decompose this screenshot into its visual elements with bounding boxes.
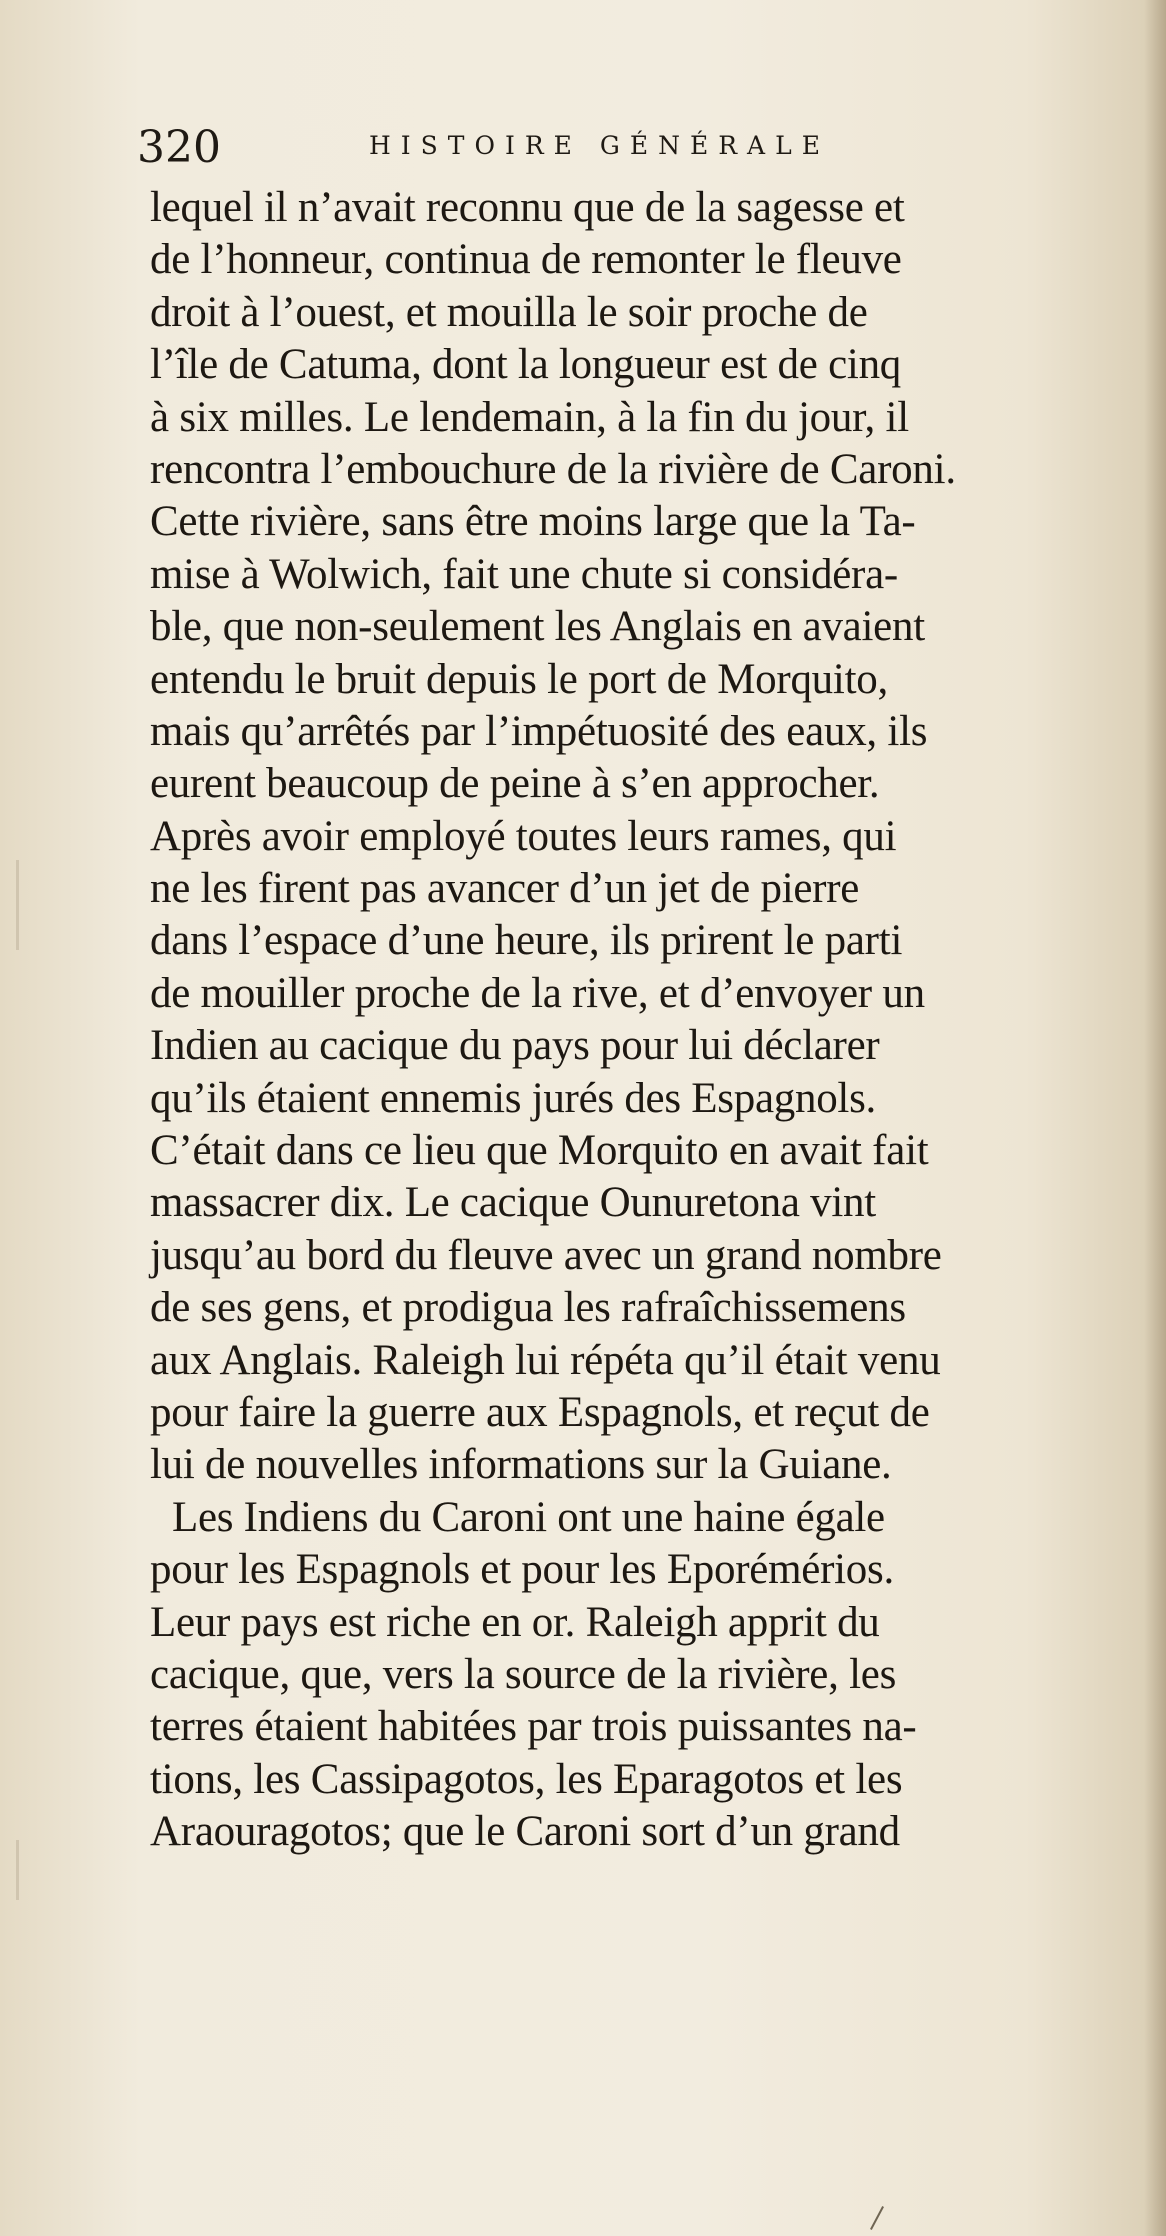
text-line: Cette rivière, sans être moins large que la Ta- xyxy=(150,498,916,546)
margin-mark xyxy=(16,860,19,950)
text-line: rencontra l’embouchure de la rivière de Caroni. xyxy=(150,445,956,493)
text-line: de l’honneur, continua de remonter le fleuve xyxy=(150,236,902,284)
text-line: l’île de Catuma, dont la longueur est de cinq xyxy=(150,341,902,389)
text-line: entendu le bruit depuis le port de Morquito, xyxy=(150,655,888,703)
text-line: de ses gens, et prodigua les rafraîchissemens xyxy=(150,1284,906,1332)
body-text xyxy=(150,182,1130,1859)
page-number: 320 xyxy=(137,122,221,173)
stray-ink-mark xyxy=(870,2206,884,2230)
text-line: Araouragotos; que le Caroni sort d’un grand xyxy=(150,1808,900,1856)
text-line: dans l’espace d’une heure, ils prirent le parti xyxy=(150,917,903,965)
text-line: pour les Espagnols et pour les Eporémérios. xyxy=(150,1546,894,1594)
text-line: cacique, que, vers la source de la rivière, les xyxy=(150,1650,897,1698)
text-line: de mouiller proche de la rive, et d’envoyer un xyxy=(150,969,925,1017)
text-line: Indien au cacique du pays pour lui déclarer xyxy=(150,1022,880,1070)
text-line: Leur pays est riche en or. Raleigh apprit du xyxy=(150,1598,880,1646)
text-line: mise à Wolwich, fait une chute si considéra- xyxy=(150,550,898,598)
text-line: C’était dans ce lieu que Morquito en avait fait xyxy=(150,1127,929,1175)
text-line: à six milles. Le lendemain, à la fin du jour, il xyxy=(150,393,909,441)
text-line: jusqu’au bord du fleuve avec un grand nombre xyxy=(150,1231,942,1279)
text-line: ble, que non-seulement les Anglais en avaient xyxy=(150,603,925,651)
page-edge-shadow xyxy=(1144,0,1166,2236)
text-line: lequel il n’avait reconnu que de la sagesse et xyxy=(150,184,905,231)
text-line: ne les firent pas avancer d’un jet de pierre xyxy=(150,865,860,913)
text-line: eurent beaucoup de peine à s’en approcher. xyxy=(150,760,880,808)
running-title: HISTOIRE GÉNÉRALE xyxy=(369,131,830,160)
running-head xyxy=(137,118,957,178)
text-line: pour faire la guerre aux Espagnols, et reçut de xyxy=(150,1388,930,1436)
text-line: qu’ils étaient ennemis jurés des Espagnols. xyxy=(150,1074,877,1122)
text-line: droit à l’ouest, et mouilla le soir proche de xyxy=(150,288,868,336)
text-line: aux Anglais. Raleigh lui répéta qu’il était venu xyxy=(150,1336,941,1384)
text-line: terres étaient habitées par trois puissantes na- xyxy=(150,1703,917,1751)
text-line: mais qu’arrêtés par l’impétuosité des eaux, ils xyxy=(150,707,928,755)
text-line: Après avoir employé toutes leurs rames, qui xyxy=(150,812,897,860)
margin-mark xyxy=(16,1840,19,1900)
text-line: massacrer dix. Le cacique Ounuretona vint xyxy=(150,1179,876,1227)
paragraph-start-line: Les Indiens du Caroni ont une haine égale xyxy=(172,1493,885,1541)
text-line: lui de nouvelles informations sur la Guiane. xyxy=(150,1441,892,1489)
text-line: tions, les Cassipagotos, les Eparagotos et les xyxy=(150,1755,903,1803)
